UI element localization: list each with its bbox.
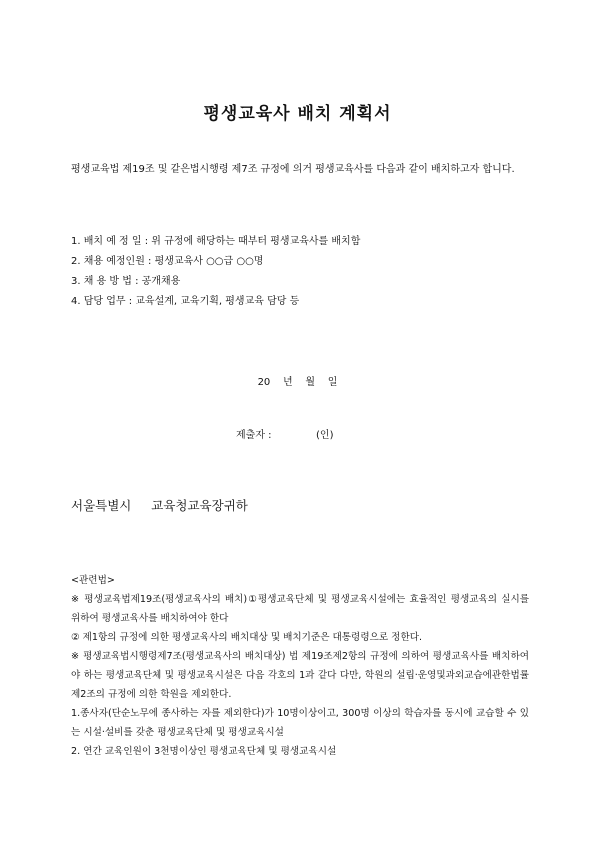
related-law-section [71, 572, 529, 761]
related-law-paragraph: 1.종사자(단순노무에 종사하는 자를 제외한다)가 10명이상이고, 300명 이상의 학습자를 동시에 교습할 수 있는 시설·설비를 갖춘 평생교육단체 및 평생교육시설 [71, 708, 529, 738]
related-law-paragraph: ※ 평생교육법시행령제7조(평생교육사의 배치대상) 법 제19조제2항의 규정에 의하여 평생교육사를 배치하여야 하는 평생교육단체 및 평생교육시설은 다음 각호의 1과 같다 다만, 학원의 설립·운영및과외교습에관한법률 제2조의 규정에 의한 학원을 제외한다. [71, 651, 529, 700]
related-law-paragraph: 2. 연간 교육인원이 3천명이상인 평생교육단체 및 평생교육시설 [71, 746, 337, 757]
plan-item-duties: 4. 담당 업무 : 교육설계, 교육기획, 평생교육 담당 등 [71, 296, 300, 307]
intro-paragraph: 평생교육법 제19조 및 같은법시행령 제7조 규정에 의거 평생교육사를 다음과 같이 배치하고자 합니다. [71, 164, 515, 175]
plan-item-headcount: 2. 채용 예정인원 : 평생교육사 ○○급 ○○명 [71, 256, 264, 267]
related-law-paragraph: ② 제1항의 규정에 의한 평생교육사의 배치대상 및 배치기준은 대통령령으로 정한다. [71, 632, 423, 643]
plan-item-date: 1. 배치 예 정 일 : 위 규정에 해당하는 때부터 평생교육사를 배치함 [71, 236, 361, 247]
date-line: 20 년 월 일 [257, 377, 338, 388]
plan-item-method: 3. 채 용 방 법 : 공개채용 [71, 276, 181, 287]
related-law-paragraph: ※ 평생교육법제19조(평생교육사의 배치)①평생교육단체 및 평생교육시설에는 효율적인 평생교육의 실시를 위하여 평생교육사를 배치하여야 한다 [71, 594, 529, 624]
submitter-line: 제출자 : (인) [236, 430, 334, 441]
document-title: 평생교육사 배치 계획서 [203, 104, 392, 124]
recipient-line: 서울특별시 교육청교육장귀하 [71, 498, 248, 513]
related-law-heading: <관련법> [71, 575, 115, 586]
plan-items-list [71, 232, 531, 312]
